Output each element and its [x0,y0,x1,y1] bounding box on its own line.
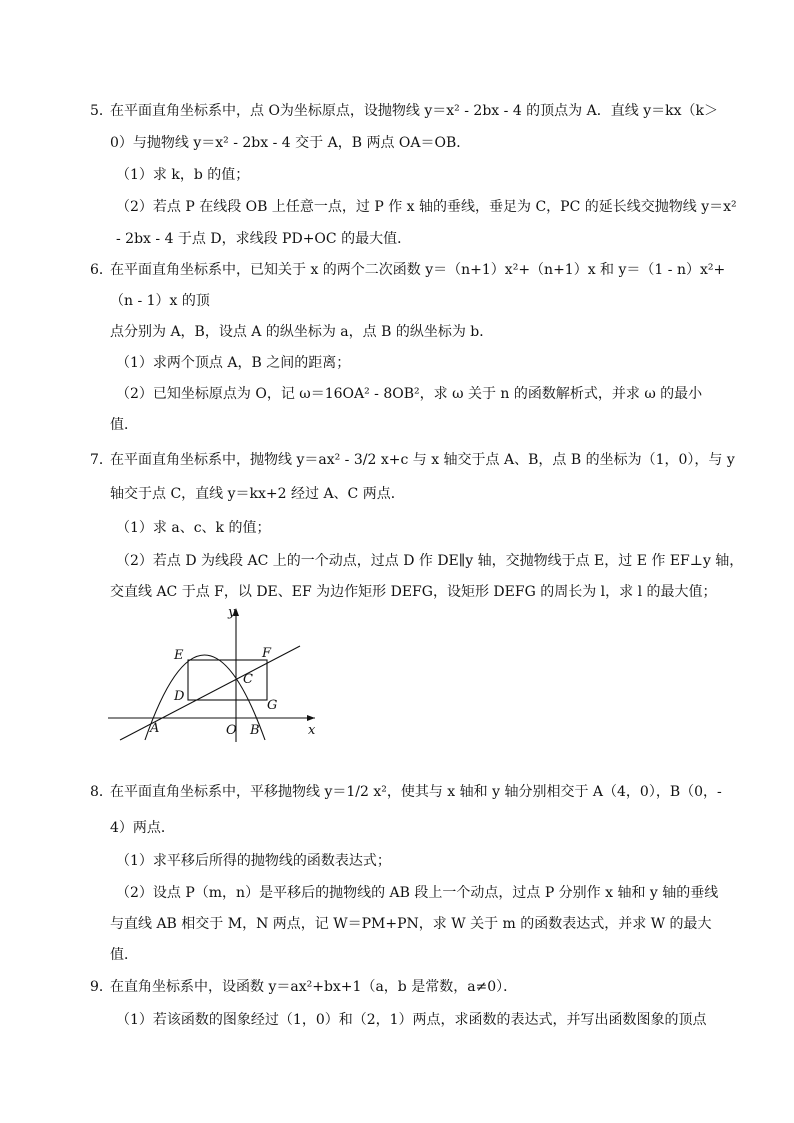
problem-8-number: 8． [90,784,113,800]
problem-6-line-6: 值． [110,417,138,433]
problem-5-line-3: （1）求 k，b 的值； [116,167,250,183]
problem-8-line-3: （1）求平移后所得的抛物线的函数表达式； [116,853,391,869]
problem-7-line-4: （2）若点 D 为线段 AC 上的一个动点，过点 D 作 DE∥y 轴，交抛物线于点 E，过 E 作 EF⊥y 轴， [116,553,744,569]
problem-9-line-1: 在直角坐标系中，设函数 y＝ax²+bx+1（a，b 是常数，a≠0）． [110,979,518,995]
problem-8-line-1: 在平面直角坐标系中，平移抛物线 y＝1/2 x²，使其与 x 轴和 y 轴分别相交于 A（4，0），B（0，- [110,784,722,800]
label-b: B [250,723,260,738]
problem-6-line-4: （1）求两个顶点 A，B 之间的距离； [116,355,351,371]
label-d: D [174,689,185,704]
problem-6-line-2: （n - 1）x 的顶 [110,293,210,309]
problem-9-number: 9． [90,979,113,995]
label-c: C [243,672,253,687]
problem-5-line-2: 0）与抛物线 y＝x² - 2bx - 4 交于 A，B 两点 OA＝OB． [110,135,471,151]
x-axis-arrow [307,715,315,721]
label-e: E [174,648,184,663]
problem-8-line-6: 值． [110,947,138,963]
problem-7-line-1: 在平面直角坐标系中，抛物线 y＝ax² - 3/2 x+c 与 x 轴交于点 A、B，点 B 的坐标为（1，0），与 y [110,452,735,468]
problem-8-line-5: 与直线 AB 相交于 M，N 两点，记 W＝PM+PN，求 W 关于 m 的函数表达式，并求 W 的最大 [110,916,712,932]
rectangle-defg [188,660,267,700]
problem-5-line-4: （2）若点 P 在线段 OB 上任意一点，过 P 作 x 轴的垂线，垂足为 C，PC 的延长线交抛物线 y＝x² [116,199,737,215]
problem-8-line-2: 4）两点． [110,820,175,836]
problem-7-line-3: （1）求 a、c、k 的值； [116,520,271,536]
problem-5-number: 5． [90,103,113,119]
problem-7-figure [100,600,340,750]
problem-6-line-1: 在平面直角坐标系中，已知关于 x 的两个二次函数 y＝（n+1）x²+（n+1）x 和 y＝（1 - n）x²+ [110,262,726,278]
label-a: A [150,721,160,736]
label-o: O [226,723,237,738]
problem-6-line-3: 点分别为 A，B，设点 A 的纵坐标为 a，点 B 的纵坐标为 b． [110,324,494,340]
problem-8-line-4: （2）设点 P（m，n）是平移后的抛物线的 AB 段上一个动点，过点 P 分别作 x 轴和 y 轴的垂线 [116,885,719,901]
problem-9-line-2: （1）若该函数的图象经过（1，0）和（2，1）两点，求函数的表达式，并写出函数图象的顶点 [116,1012,707,1028]
problem-6-number: 6． [90,262,113,278]
problem-7-line-5: 交直线 AC 于点 F，以 DE、EF 为边作矩形 DEFG，设矩形 DEFG 的周长为 l，求 l 的最大值； [110,584,717,600]
label-y: y [228,605,236,620]
label-f: F [262,646,272,661]
label-g: G [267,698,278,713]
label-x: x [308,723,316,738]
problem-6-line-5: （2）已知坐标原点为 O，记 ω＝16OA² - 8OB²，求 ω 关于 n 的函数解析式，并求 ω 的最小 [116,386,703,402]
problem-7-number: 7． [90,452,113,468]
parabola-curve [145,655,265,740]
problem-7-line-2: 轴交于点 C，直线 y＝kx+2 经过 A、C 两点． [110,486,405,502]
problem-5-line-1: 在平面直角坐标系中，点 O为坐标原点，设抛物线 y＝x² - 2bx - 4 的顶点为 A．直线 y＝kx（k＞ [110,103,718,119]
problem-5-line-5: - 2bx - 4 于点 D，求线段 PD+OC 的最大值． [116,231,412,247]
